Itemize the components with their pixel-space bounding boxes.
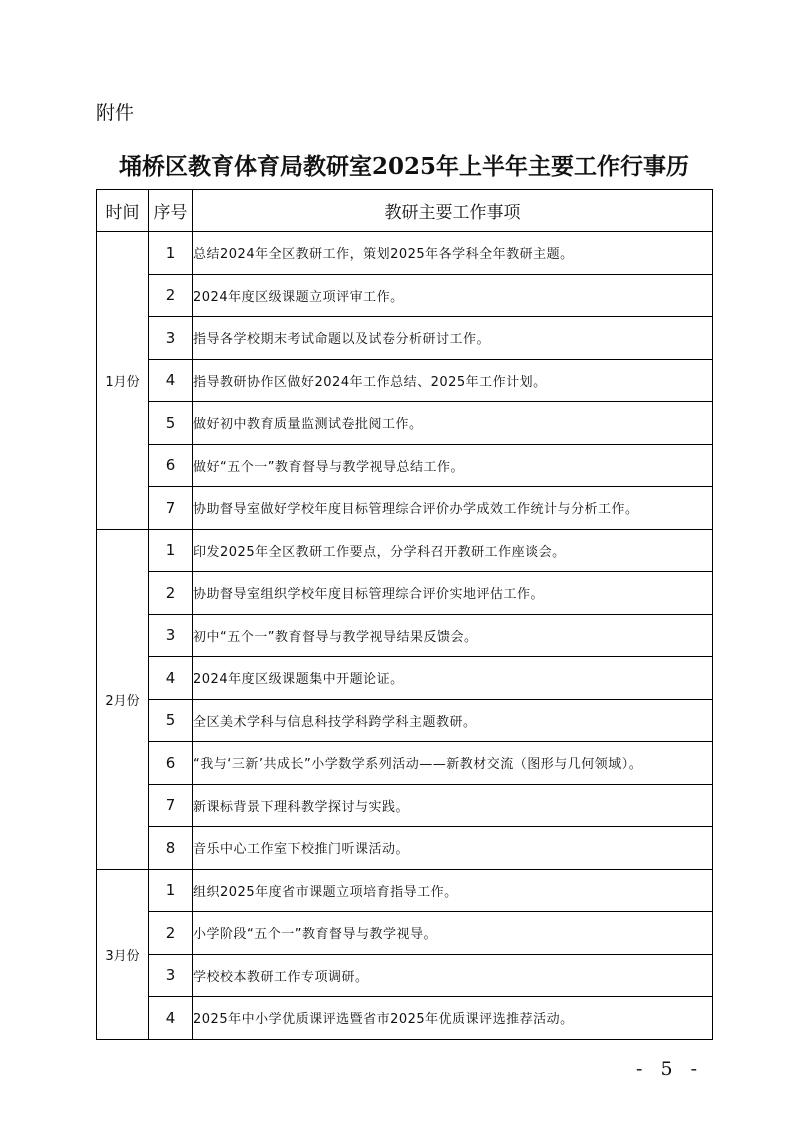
item-cell: 指导各学校期末考试命题以及试卷分析研讨工作。 (193, 317, 713, 360)
header-item: 教研主要工作事项 (193, 190, 713, 232)
table-row (97, 869, 713, 912)
attachment-label: 附件 (96, 102, 135, 124)
header-seq: 序号 (149, 190, 193, 232)
table-header-row (97, 190, 713, 232)
table-row (97, 359, 713, 402)
document-title: 埇桥区教育体育局教研室2025年上半年主要工作行事历 (118, 153, 689, 180)
table-row (97, 572, 713, 615)
table-row (97, 614, 713, 657)
seq-cell: 4 (149, 997, 193, 1040)
table-row (97, 402, 713, 445)
seq-cell: 8 (149, 827, 193, 870)
item-cell: 初中“五个一”教育督导与教学视导结果反馈会。 (193, 614, 713, 657)
seq-cell: 6 (149, 742, 193, 785)
item-cell: 协助督导室做好学校年度目标管理综合评价办学成效工作统计与分析工作。 (193, 487, 713, 530)
table-row (97, 699, 713, 742)
item-cell: 新课标背景下理科教学探讨与实践。 (193, 784, 713, 827)
seq-cell: 5 (149, 402, 193, 445)
table-row (97, 784, 713, 827)
seq-cell: 4 (149, 657, 193, 700)
table-row (97, 317, 713, 360)
seq-cell: 4 (149, 359, 193, 402)
seq-cell: 3 (149, 317, 193, 360)
seq-cell: 2 (149, 274, 193, 317)
item-cell: 总结2024年全区教研工作，策划2025年各学科全年教研主题。 (193, 232, 713, 275)
seq-cell: 2 (149, 912, 193, 955)
table-row (97, 827, 713, 870)
table-row (97, 997, 713, 1040)
item-cell: 做好“五个一”教育督导与教学视导总结工作。 (193, 444, 713, 487)
table-row (97, 274, 713, 317)
item-cell: 小学阶段“五个一”教育督导与教学视导。 (193, 912, 713, 955)
seq-cell: 5 (149, 699, 193, 742)
header-time: 时间 (97, 190, 149, 232)
item-cell: 2024年度区级课题集中开题论证。 (193, 657, 713, 700)
item-cell: 2024年度区级课题立项评审工作。 (193, 274, 713, 317)
schedule-table (96, 189, 713, 1040)
table-row (97, 912, 713, 955)
seq-cell: 6 (149, 444, 193, 487)
seq-cell: 7 (149, 487, 193, 530)
seq-cell: 1 (149, 529, 193, 572)
item-cell: 2025年中小学优质课评选暨省市2025年优质课评选推荐活动。 (193, 997, 713, 1040)
table-row (97, 742, 713, 785)
item-cell: 组织2025年度省市课题立项培育指导工作。 (193, 869, 713, 912)
seq-cell: 1 (149, 869, 193, 912)
month-cell: 2月份 (97, 529, 149, 869)
item-cell: “我与‘三新’共成长”小学数学系列活动——新教材交流（图形与几何领域）。 (193, 742, 713, 785)
table-row (97, 529, 713, 572)
page-number: - 5 - (636, 1058, 704, 1080)
item-cell: 音乐中心工作室下校推门听课活动。 (193, 827, 713, 870)
month-cell: 3月份 (97, 869, 149, 1039)
seq-cell: 7 (149, 784, 193, 827)
seq-cell: 1 (149, 232, 193, 275)
table-row (97, 487, 713, 530)
item-cell: 指导教研协作区做好2024年工作总结、2025年工作计划。 (193, 359, 713, 402)
item-cell: 全区美术学科与信息科技学科跨学科主题教研。 (193, 699, 713, 742)
seq-cell: 3 (149, 954, 193, 997)
item-cell: 做好初中教育质量监测试卷批阅工作。 (193, 402, 713, 445)
month-cell: 1月份 (97, 232, 149, 530)
table-row (97, 232, 713, 275)
item-cell: 印发2025年全区教研工作要点，分学科召开教研工作座谈会。 (193, 529, 713, 572)
seq-cell: 2 (149, 572, 193, 615)
item-cell: 学校校本教研工作专项调研。 (193, 954, 713, 997)
table-body (97, 232, 713, 1040)
table-row (97, 444, 713, 487)
table-row (97, 657, 713, 700)
table-row (97, 954, 713, 997)
item-cell: 协助督导室组织学校年度目标管理综合评价实地评估工作。 (193, 572, 713, 615)
seq-cell: 3 (149, 614, 193, 657)
